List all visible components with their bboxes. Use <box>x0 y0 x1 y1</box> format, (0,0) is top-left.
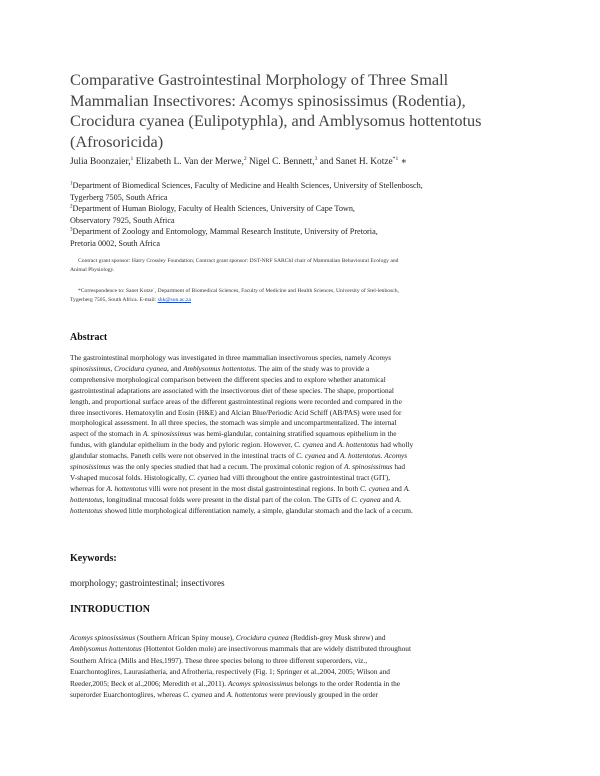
text-line <box>70 473 532 484</box>
paper-title <box>70 70 540 152</box>
text-line <box>70 632 532 643</box>
affiliations <box>70 180 540 249</box>
text-run: whereas for <box>70 483 107 493</box>
species-name: C. cyanea <box>360 483 390 493</box>
text-run: , and <box>167 363 184 373</box>
title-line: (Afrosoricida) <box>70 131 164 151</box>
species-name: Acomys <box>368 353 392 362</box>
species-name: C. cyanea <box>294 440 324 450</box>
text-run: The gastrointestinal morphology was investigated in three mammalian insectivorous species, namely <box>70 353 369 362</box>
text-run: morphological assessment. In all three species, the stomach was simple and uncompartmentalized. The internal <box>70 418 397 428</box>
author-name: Elizabeth L. Van der Merwe, <box>133 157 244 167</box>
species-name: A. spinosissimus <box>142 429 192 439</box>
text-run: Euarchontoglires, Laurasiatheria, and Afrotheria, respectively (Fig. 1; Springer et al.,2004, 2005; Wilson and <box>70 667 390 677</box>
text-line <box>70 418 532 429</box>
species-name: Crocidura cyanea <box>235 633 289 642</box>
keywords-text: morphology; gastrointestinal; insectivores <box>70 578 225 588</box>
affiliation-line: $^3$Department of Zoology and Entomology, Mammal Research Institute, University of Pretoria, <box>70 227 378 236</box>
abstract-body <box>70 353 532 517</box>
text-line <box>70 375 532 386</box>
abstract-heading: Abstract <box>70 332 108 343</box>
species-name: Crocidura cyanea <box>114 363 168 373</box>
text-line <box>70 451 532 462</box>
text-run: was the only species studied that had a cecum. The proximal colonic region of <box>110 462 344 472</box>
text-run: comprehensive morphological comparison between the different species and to explore whether anatomical <box>70 374 386 384</box>
title-line: Crocidura cyanea (Eulipotyphla), and Amblysomus hottentotus <box>70 111 482 130</box>
text-line <box>70 408 532 419</box>
text-line <box>70 386 532 397</box>
keywords-heading: Keywords: <box>70 553 117 564</box>
text-line <box>70 495 532 506</box>
title-line: Comparative Gastrointestinal Morphology of Three Small <box>70 70 449 89</box>
text-run: V-shaped mucosal folds. Histologically, <box>70 472 189 482</box>
species-name: C. cyanea <box>182 690 213 700</box>
species-name: A. <box>394 494 402 504</box>
species-name: spinosissimus <box>70 462 111 472</box>
affiliation-number: 2 <box>70 204 73 210</box>
text-run: had wholly <box>378 440 414 450</box>
text-run: and <box>389 483 404 493</box>
text-run: showed little morphological differentiation namely, a simple, glandular stomach and the lack of a cecum. <box>102 505 413 515</box>
text-line <box>70 666 532 677</box>
text-line <box>70 353 532 364</box>
affiliation-number: 3 <box>70 227 73 233</box>
species-name: Acomys <box>384 451 408 461</box>
text-line <box>70 397 532 408</box>
text-run: had villi throughout the entire gastrointestinal tract (GIT), <box>218 472 391 482</box>
text-run: and <box>212 690 227 700</box>
author-name: Nigel C. Bennett, <box>246 157 315 167</box>
text-line <box>70 643 532 654</box>
text-run: Reeder,2005; Beck et al.,2006; Meredith et al.,2011). <box>70 678 228 688</box>
text-run: were previously grouped in the order <box>267 690 378 700</box>
correspondence-note <box>70 287 538 305</box>
text-line <box>70 655 532 666</box>
text-run: (Hottentot Golden mole) are insectivorous mammals that are widely distributed throughout <box>141 644 412 654</box>
text-line <box>70 678 532 689</box>
text-line <box>70 506 532 517</box>
text-run: villi were not present in the most distal gastrointestinal regions. In both <box>147 483 361 493</box>
species-name: C. cyanea <box>296 451 326 461</box>
grant-line: Animal Physiology. <box>70 267 115 273</box>
species-name: Acomys spinosissimus <box>227 678 293 688</box>
text-line <box>70 484 532 495</box>
affiliation-line: Pretoria 0002, South Africa <box>70 238 161 248</box>
species-name: Amblysomus hottentotus <box>70 644 142 654</box>
correspondence-line: Tygerberg 7505, South Africa. E-mail: shk@sun.ac.za <box>70 297 192 303</box>
text-run: . The aim of the study was to provide a <box>254 363 370 373</box>
introduction-body <box>70 632 532 700</box>
text-run: . <box>380 451 385 461</box>
species-name: A. <box>403 483 411 493</box>
author-list <box>70 156 540 168</box>
affiliation-line: $^1$Department of Biomedical Sciences, Faculty of Medicine and Health Sciences, University of Stellenbosch, <box>70 181 423 190</box>
text-line <box>70 462 532 473</box>
species-name: hottentotus <box>70 505 103 515</box>
author-name: and Sanet H. Kotze <box>317 157 393 167</box>
species-name: hottentotus <box>70 494 103 504</box>
text-run: three insectivores. Hematoxylin and Eosin (H&E) and Alcian Blue/Periodic Acid Schiff (AB/PAS) were used for <box>70 407 402 417</box>
species-name: A. hottentotus <box>226 690 268 700</box>
author-affiliation-mark: 3 <box>314 155 318 162</box>
species-name: A. spinosissimus <box>343 462 393 472</box>
text-run: (Southern African Spiny mouse), <box>135 633 236 642</box>
text-run: glandular stomachs. Paneth cells were not observed in the intestinal tracts of <box>70 451 297 461</box>
author-affiliation-mark: 2 <box>243 155 247 162</box>
species-name: C. cyanea <box>351 494 381 504</box>
grant-note <box>70 257 538 275</box>
text-run: length, and proportional surface areas of the different gastrointestinal regions were recorded and compared in the <box>70 396 402 406</box>
text-line <box>70 364 532 375</box>
text-run: and <box>325 451 340 461</box>
text-run: , longitudinal mucosal folds were present in the distal part of the colon. The GITs of <box>102 494 352 504</box>
affiliation-line: Tygerberg 7505, South Africa <box>70 192 168 202</box>
text-run: and <box>323 440 338 450</box>
text-line <box>70 689 532 700</box>
author-affiliation-mark: *1 <box>392 155 399 162</box>
text-run: superorder Euarchontoglires, whereas <box>70 690 183 700</box>
species-name: C. cyanea <box>188 472 219 482</box>
text-run: (Reddish-grey Musk shrew) and <box>288 633 386 642</box>
species-name: A. hottentotus <box>337 440 379 450</box>
text-run: , <box>110 363 115 373</box>
correspondence-line: *Correspondence to: Sanet Kotze˙, Department of Biomedical Sciences, Faculty of Medicine and Health Sciences, University of Stel-lenbosch, <box>78 288 399 294</box>
corresponding-author-mark: ∗ <box>398 157 408 167</box>
text-run: and <box>380 494 395 504</box>
introduction-heading: INTRODUCTION <box>70 604 151 615</box>
text-run: was hemi-glandular, containing stratified squamous epithelium in the <box>191 429 397 439</box>
email-link[interactable]: shk@sun.ac.za <box>157 297 192 303</box>
affiliation-line: Observatory 7925, South Africa <box>70 215 175 225</box>
author-name: Julia Boonzaier, <box>70 157 131 167</box>
text-run: belongs to the order Rodentia in the <box>292 678 401 688</box>
species-name: Amblysomus hottentotus <box>183 363 255 373</box>
author-affiliation-mark: 1 <box>130 155 134 162</box>
species-name: Acomys spinosissimus <box>70 633 136 642</box>
text-run: had <box>392 462 405 472</box>
text-line <box>70 440 532 451</box>
grant-line: Contract grant sponsor: Harry Crossley Foundation; Contract grant sponsor: DST-NRF SARChI chair of Mammalian Behavioural Ecology and <box>78 258 399 264</box>
species-name: A. hottentotus <box>106 483 148 493</box>
text-line <box>70 429 532 440</box>
text-run: gastrointestinal adaptations are associated with the insectivorous diet of these species. The shape, proportional <box>70 385 394 395</box>
text-run: aspect of the stomach in <box>70 429 143 439</box>
text-run: fundus, with glandular epithelium in the body and pyloric region. However, <box>70 440 295 450</box>
text-run: Southern Africa (Mills and Hes,1997). These three species belong to three different superorders, viz., <box>70 655 368 665</box>
species-name: spinosissimus <box>70 363 111 373</box>
title-line: Mammalian Insectivores: Acomys spinosissimus (Rodentia), <box>70 90 466 110</box>
species-name: A. hottentotus <box>339 451 381 461</box>
affiliation-line: $^2$Department of Human Biology, Faculty of Health Sciences, University of Cape Town, <box>70 204 355 213</box>
affiliation-number: 1 <box>70 181 73 187</box>
